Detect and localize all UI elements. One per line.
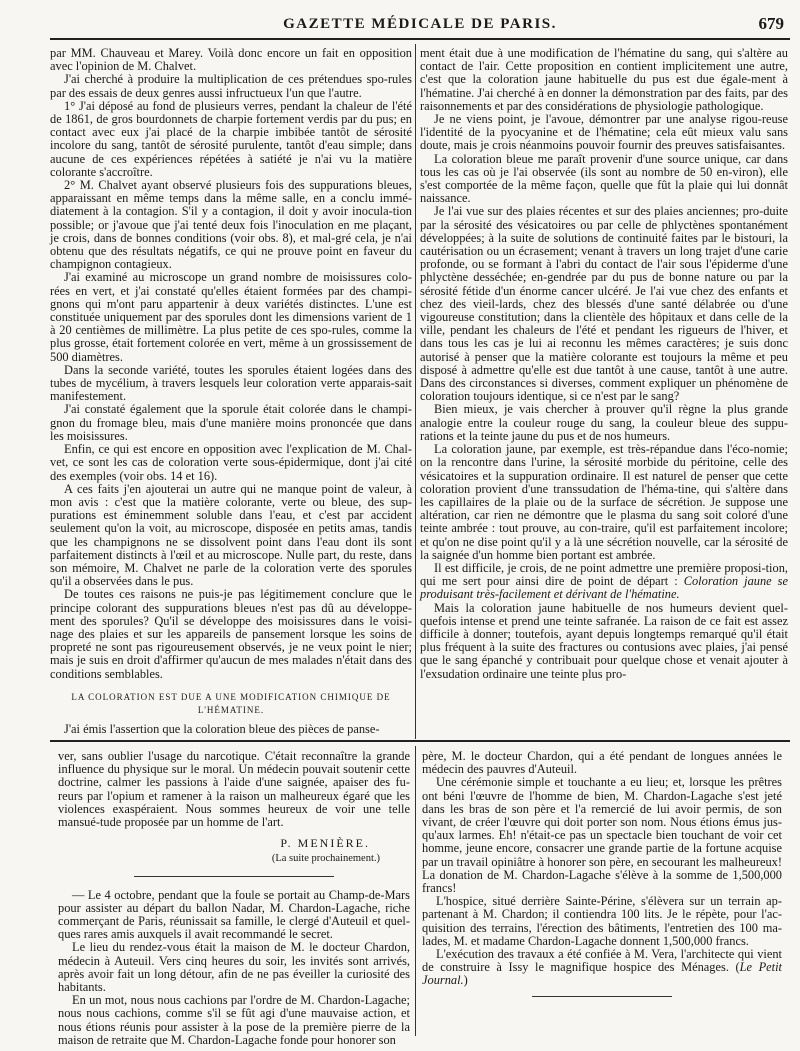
end-rule bbox=[532, 996, 672, 997]
paragraph: A ces faits j'en ajouterai un autre qui ne manque point de valeur, à mon avis : c'est que la matière colorante, verte ou bleue, des sup-purations est éminemment soluble dans l'eau, et c'est par accident seulement qu'on la voit, au microscope, disposée en petits amas, tandis que les champignons ne se dissolvent point dans l'eau dont ils sont parfaitement distincts à l'œil et au microscope. Nulle part, du reste, dans son mémoire, M. Chalvet ne parle de la coloration verte des sporules qu'il a observées dans le pus. bbox=[50, 481, 412, 589]
journal-title: GAZETTE MÉDICALE DE PARIS. bbox=[283, 16, 557, 32]
paragraph: Dans la seconde variété, toutes les sporules étaient logées dans des tubes de mycélium, à travers lesquels leur coloration verte apparais-sait manifestement. bbox=[50, 362, 412, 404]
page-number: 679 bbox=[758, 14, 784, 33]
paragraph: père, M. le docteur Chardon, qui a été pendant de longues années le médecin des pauvres d'Auteuil. bbox=[422, 749, 782, 777]
paragraph-lead: L'exécution des travaux a été confiée à M. Vera, l'architecte qui vient de construire à Issy le magnifique hospice des Ménages. ( bbox=[422, 947, 782, 975]
paragraph: La coloration bleue me paraît provenir d'une source unique, car dans tous les cas où je l'ai observée (ils sont au nombre de 50 en-viron), elle s'est comportée de la même façon, quelle que fût la plaie qui lui donnât naissance. bbox=[420, 151, 788, 206]
feuilleton-column-left bbox=[58, 749, 410, 1047]
column-divider-lower bbox=[415, 746, 416, 1036]
paragraph: Le lieu du rendez-vous était la maison de M. le docteur Chardon, médecin à Auteuil. Vers cinq heures du soir, les invités sont arrivés, après avoir fait un long détour, afin de ne pas éveiller la curiosité des habitants. bbox=[58, 940, 410, 995]
paragraph: J'ai examiné au microscope un grand nombre de moisissures colo-rées en vert, et j'ai constaté qu'elles étaient formées par des champi-gnons qui m'ont paru appartenir à deux variétés distinctes. L'une est constituée uniquement par des sporules dont les dimensions varient de 1 à 20 centièmes de millimètre. La plus petite de ces spo-rules, comme la plus grosse, était fortement colorée en vert, même à un grossissement de 500 diamètres. bbox=[50, 270, 412, 364]
paragraph: ment était due à une modification de l'hématine du sang, qui s'altère au contact de l'air. Cette proposition en contient implicitement une autre, c'est que la coloration jaune habituelle du pus est due égale-ment à l'hématine. J'ai cherché à en donner la démonstration par des faits, par des raisonnements et par des considérations de physiologie pathologique. bbox=[420, 46, 788, 113]
paragraph: Je l'ai vue sur des plaies récentes et sur des plaies anciennes; pro-duite par la sérosité des vésicatoires ou par celle de phlyctènes spontanément développées; à la suite de solutions de continuité faites par le bistouri, la cautérisation ou un écrasement; venant à travers un long trajet d'une carie profonde, ou se formant à l'abri du contact de l'air sous l'épiderme d'une phlyctène desséchée; en-gendrée par du pus de bonne nature ou par la sérosité fétide d'un énorme cancer ulcéré. Je l'ai vue chez des enfants et chez des vieil-lards, chez des blessés d'une santé délabrée ou d'une vigoureuse constitution; dans la clientèle des hôpitaux et dans celle de la ville, pendant les chaleurs de l'été et pendant les rigueurs de l'hiver, et dans tous les cas je lui ai reconnu les mêmes caractères; je suis donc autorisé à penser que la matière colorante est toujours la même et peu disposé à admettre qu'elle est due tantôt à une cause, tantôt à une autre. Dans des circonstances si diverses, comment expliquer un phénomène de coloration toujours identique, si ce n'est par le sang? bbox=[420, 204, 788, 404]
article-column-left bbox=[50, 47, 412, 739]
paragraph: 1° J'ai déposé au fond de plusieurs verres, pendant la chaleur de l'été de 1861, de gros bourdonnets de charpie fortement verdis par du pus; en contact avec eux j'ai placé de la charpie imbibée tantôt de sérosité incolore du sang, tantôt de sérosité purulente, tantôt d'eau simple; dans aucune de ces expériences répétées à satiété je n'ai vu la matière colorante s'accroître. bbox=[50, 98, 412, 179]
page-header bbox=[50, 14, 790, 40]
article-column-right bbox=[420, 47, 788, 739]
paragraph bbox=[420, 562, 788, 602]
paragraph: J'ai cherché à produire la multiplication de ces prétendues spo-rules par des essais de deux genres aussi infructueux l'un que l'autre. bbox=[50, 72, 412, 100]
horizontal-divider bbox=[50, 740, 790, 742]
paragraph: J'ai émis l'assertion que la coloration bleue des pièces de panse- bbox=[64, 722, 380, 737]
paragraph: La coloration jaune, par exemple, est très-répandue dans l'éco-nomie; on la rencontre dans l'urine, la sérosité morbide du péritoine, celle des vésicatoires et la suppuration ordinaire. Il est naturel de penser que cette coloration provient d'une transsudation de l'héma-tine, qui s'altère dans les capillaires de la plaie ou de la surface de sécrétion. Je suppose une altération, car rien ne démontre que le plasma du sang soit coloré d'une teinte ambrée : tout prouve, au con-traire, qu'il est parfaitement incolore; et qu'on ne dise point qu'il y a là une sécrétion nouvelle, car la sérosité de la saignée d'un homme bien portant est ambrée. bbox=[420, 442, 788, 562]
paragraph: 2° M. Chalvet ayant observé plusieurs fois des suppurations bleues, apparaissant en même temps dans la même salle, en a conclu immé-diatement à la contagion. S'il y a contagion, il doit y avoir inocula-tion possible; or j'avoue que j'ai tenté deux fois l'inoculation en me plaçant, je crois, dans de bonnes conditions (voir obs. 8), et mal-gré cela, je n'ai obtenu que des résultats négatifs, ce qui ne prouve point en faveur du champignon contagieux. bbox=[50, 178, 412, 272]
paragraph: Je ne viens point, je l'avoue, démontrer par une analyse rigou-reuse l'identité de la pyocyanine et de l'hématine; cela eût mieux valu sans doute, mais je crois néanmoins pouvoir fournir des preuves satisfaisantes. bbox=[420, 112, 788, 153]
continuation-note: (La suite prochainement.) bbox=[271, 853, 380, 865]
column-divider bbox=[415, 44, 416, 739]
paragraph: ver, sans oublier l'usage du narcotique. C'était reconnaître la grande influence du physique sur le moral. Un médecin pouvait soutenir cette doctrine, calmer les passions à l'aide d'une saignée, apaiser des fu-reurs par l'opium et ramener à la raison un malheureux égaré que les violences exaspéraient. Nous sommes heureux de voir une telle mansué-tude proposée par un homme de l'art. bbox=[58, 749, 410, 830]
paragraph: En un mot, nous nous cachions par l'ordre de M. Chardon-Lagache; nous nous cachions, comme s'il se fût agi d'une mauvaise action, et nous étions réunis pour assister à la pose de la première pierre de la maison de retraite que M. Chardon-Lagache fonde pour honorer son bbox=[58, 993, 410, 1047]
italic-proposition: Coloration jaune se produisant très-facilement et dérivant de l'hématine. bbox=[420, 574, 788, 602]
paren-close: ) bbox=[463, 973, 468, 988]
paragraph-lead: Il est difficile, je crois, de ne point admettre une première proposi-tion, qui me sert pour ainsi dire de point de départ : bbox=[420, 560, 788, 589]
paragraph bbox=[422, 948, 782, 988]
paragraph: Enfin, ce qui est encore en opposition avec l'explication de M. Chal-vet, ce sont les cas de coloration verte sous-épidermique, dont j'ai cité des exemples (voir obs. 14 et 16). bbox=[50, 442, 412, 483]
paragraph: L'hospice, situé derrière Sainte-Périne, s'élèvera sur un terrain ap-partenant à M. Chardon; il contiendra 100 lits. Je le répète, pour l'ac-quisition des terrains, l'érection des bâtiments, l'entretien des 100 ma-lades, M. et madame Chardon-Lagache donnent 1,500,000 francs. bbox=[422, 894, 782, 948]
paragraph: Une cérémonie simple et touchante a eu lieu; et, lorsque les prêtres ont béni l'œuvre de l'homme de bien, M. Chardon-Lagache s'est jeté dans les bras de son père et l'a remercié de lui avoir permis, de son vivant, de créer l'œuvre qui doit porter son nom. Nous étions émus jus-qu'aux larmes. Eh! n'était-ce pas un spectacle bien touchant de voir cet homme, jeune encore, consacrer une grande partie de la fortune acquise par un travail opiniâtre à honorer son père, en secourant les malheureux! La donation de M. Chardon-Lagache s'élève à la somme de 1,500,000 francs! bbox=[422, 775, 782, 896]
paragraph: — Le 4 octobre, pendant que la foule se portait au Champ-de-Mars pour assister au départ du ballon Nadar, M. Chardon-Lagache, riche commerçant de Paris, réunissait sa famille, le clergé d'Auteuil et quel-ques rares amis auxquels il avait recommandé le secret. bbox=[58, 887, 410, 942]
paragraph: Bien mieux, je vais chercher à prouver qu'il règne la plus grande analogie entre la couleur rouge du sang, la couleur bleue des suppu-rations et la teinte jaune du pus et de nos humeurs. bbox=[420, 402, 788, 443]
author-signature: P. MENIÈRE. bbox=[280, 836, 370, 851]
section-heading: LA COLORATION EST DUE A UNE MODIFICATION CHIMIQUE DE L'HÉMATINE. bbox=[71, 691, 391, 715]
paragraph: De toutes ces raisons ne puis-je pas légitimement conclure que le principe colorant des suppurations bleues n'est pas dû au développe-ment des sporules? Qu'il se développe des moisissures dans le voisi-nage des plaies et sur les appareils de pansement lorsque les soins de propreté ne sont pas rigoureusement observés, je ne veux point le nier; mais je suis en droit d'affirmer qu'aucun de mes malades n'était dans des conditions semblables. bbox=[50, 587, 412, 681]
paragraph: Mais la coloration jaune habituelle de nos humeurs devient quel-quefois intense et prend une teinte safranée. La raison de ce fait est assez difficile à donner; toutefois, ayant depuis longtemps remarqué qu'il était plus fréquent à la suite des fractures ou contusions avec plaies, j'ai pensé que le sang épanché y contribuait pour quelque chose et venait ajouter à l'exsudation ordinaire une teinte plus pro- bbox=[420, 600, 788, 681]
source-citation: Le Petit Journal. bbox=[422, 960, 782, 988]
paragraph: par MM. Chauveau et Marey. Voilà donc encore un fait en opposition avec l'opinion de M. Chalvet. bbox=[50, 46, 412, 74]
separator-rule bbox=[134, 876, 334, 877]
paragraph: J'ai constaté également que la sporule était colorée dans le champi-gnon du fromage bleu, mais d'une manière moins prononcée que dans les moisissures. bbox=[50, 402, 412, 443]
feuilleton-column-right bbox=[422, 750, 782, 1035]
